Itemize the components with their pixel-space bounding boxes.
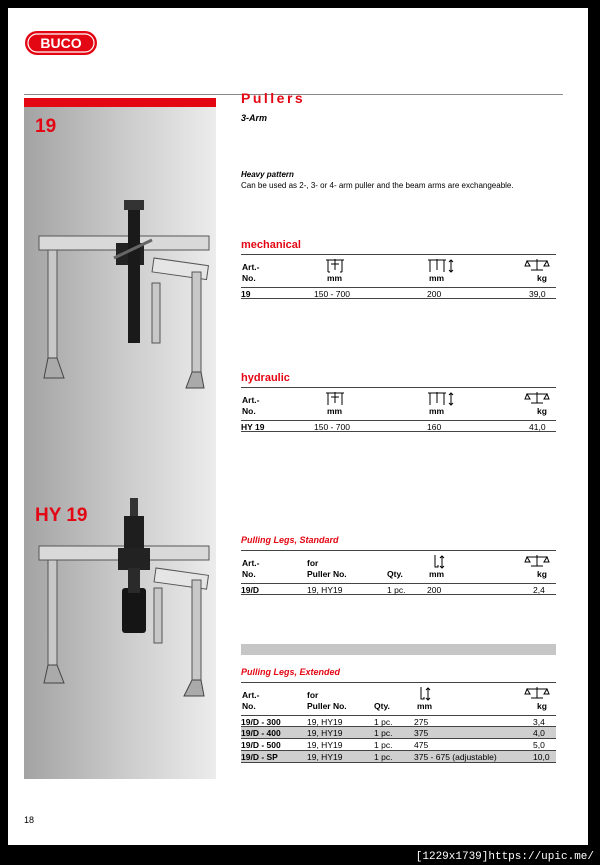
cell-art: 19/D - SP — [241, 752, 278, 762]
page-subtitle: 3-Arm — [241, 113, 268, 123]
cell-weight: 41,0 — [529, 422, 546, 432]
table-row — [241, 287, 556, 299]
col-depth-unit: mm — [429, 406, 445, 416]
puller-span-icon — [324, 258, 346, 274]
cell-weight: 3,4 — [533, 717, 545, 727]
puller-depth-icon — [426, 258, 456, 274]
table-row — [241, 583, 556, 595]
col-length-unit: mm — [417, 701, 433, 711]
col-art-line2: No. — [242, 701, 256, 711]
buco-logo — [24, 30, 98, 56]
scale-icon — [524, 258, 550, 272]
accent-bar — [24, 98, 216, 107]
intro-text: Can be used as 2-, 3- or 4- arm puller and the beam arms are exchangeable. — [241, 181, 514, 190]
separator-bar — [241, 644, 556, 655]
cell-qty: 1 pc. — [374, 752, 393, 762]
col-depth-unit: mm — [429, 273, 445, 283]
col-weight-unit: kg — [537, 406, 547, 416]
leg-length-icon — [431, 554, 445, 570]
col-art-line1: Art.- — [242, 262, 260, 272]
puller-span-icon — [324, 391, 346, 407]
cell-length: 375 — [414, 728, 429, 738]
cell-span: 150 - 700 — [314, 289, 350, 299]
col-for-line1: for — [307, 558, 319, 568]
cell-puller: 19, HY19 — [307, 740, 343, 750]
product-label-mechanical: 19 — [35, 116, 57, 137]
scale-icon — [524, 391, 550, 405]
leg-length-icon — [417, 686, 431, 702]
col-weight-unit: kg — [537, 273, 547, 283]
cell-art: 19/D - 500 — [241, 740, 281, 750]
legs-standard-section — [241, 535, 556, 595]
intro-heading: Heavy pattern — [241, 170, 294, 179]
col-art-line1: Art.- — [242, 558, 260, 568]
cell-weight: 39,0 — [529, 289, 546, 299]
cell-weight: 10,0 — [533, 752, 550, 762]
col-qty: Qty. — [374, 701, 390, 711]
legs-extended-section — [241, 667, 556, 763]
col-for-line2: Puller No. — [307, 569, 347, 579]
cell-art: 19/D - 400 — [241, 728, 281, 738]
cell-depth: 200 — [427, 289, 442, 299]
section-title: Pulling Legs, Standard — [241, 535, 339, 545]
cell-qty: 1 pc. — [374, 717, 393, 727]
section-title: mechanical — [241, 239, 301, 251]
table-header — [241, 551, 556, 583]
puller-depth-icon — [426, 391, 456, 407]
col-span-unit: mm — [327, 273, 343, 283]
col-for-line2: Puller No. — [307, 701, 347, 711]
table-row — [241, 420, 556, 432]
col-art-line1: Art.- — [242, 395, 260, 405]
cell-puller: 19, HY19 — [307, 717, 343, 727]
watermark-text: [1229x1739]https://upic.me/ — [415, 851, 594, 863]
col-for-line1: for — [307, 690, 319, 700]
col-art-line1: Art.- — [242, 690, 260, 700]
table-header — [241, 255, 556, 287]
col-art-line2: No. — [242, 406, 256, 416]
cell-art: 19/D - 300 — [241, 717, 281, 727]
table-header — [241, 683, 556, 715]
col-art-line2: No. — [242, 273, 256, 283]
cell-qty: 1 pc. — [374, 728, 393, 738]
product-label-hydraulic: HY 19 — [35, 505, 88, 526]
cell-length: 275 — [414, 717, 429, 727]
scale-icon — [524, 686, 550, 700]
cell-span: 150 - 700 — [314, 422, 350, 432]
cell-puller: 19, HY19 — [307, 585, 343, 595]
cell-qty: 1 pc. — [374, 740, 393, 750]
cell-puller: 19, HY19 — [307, 728, 343, 738]
cell-length: 475 — [414, 740, 429, 750]
cell-art: 19/D — [241, 585, 259, 595]
cell-depth: 160 — [427, 422, 442, 432]
col-weight-unit: kg — [537, 569, 547, 579]
cell-qty: 1 pc. — [387, 585, 406, 595]
table-row — [241, 739, 556, 751]
cell-length: 375 - 675 (adjustable) — [414, 752, 497, 762]
col-qty: Qty. — [387, 569, 403, 579]
mechanical-section — [241, 239, 556, 299]
hydraulic-puller-photo — [34, 488, 214, 703]
cell-weight: 2,4 — [533, 585, 545, 595]
table-row — [241, 715, 556, 727]
mechanical-puller-photo — [34, 188, 214, 398]
scale-icon — [524, 554, 550, 568]
page-title: Pullers — [241, 90, 306, 106]
section-title: hydraulic — [241, 372, 290, 384]
table-row — [241, 751, 556, 763]
col-weight-unit: kg — [537, 701, 547, 711]
col-art-line2: No. — [242, 569, 256, 579]
cell-weight: 4,0 — [533, 728, 545, 738]
col-span-unit: mm — [327, 406, 343, 416]
cell-length: 200 — [427, 585, 442, 595]
section-title: Pulling Legs, Extended — [241, 667, 341, 677]
hydraulic-section — [241, 372, 556, 432]
cell-weight: 5,0 — [533, 740, 545, 750]
cell-puller: 19, HY19 — [307, 752, 343, 762]
table-row — [241, 727, 556, 739]
cell-art: 19 — [241, 289, 251, 299]
table-header — [241, 388, 556, 420]
col-length-unit: mm — [429, 569, 445, 579]
catalog-page — [8, 8, 588, 845]
page-number: 18 — [24, 815, 35, 825]
logo-text: BUCO — [40, 35, 82, 51]
cell-art: HY 19 — [241, 422, 265, 432]
